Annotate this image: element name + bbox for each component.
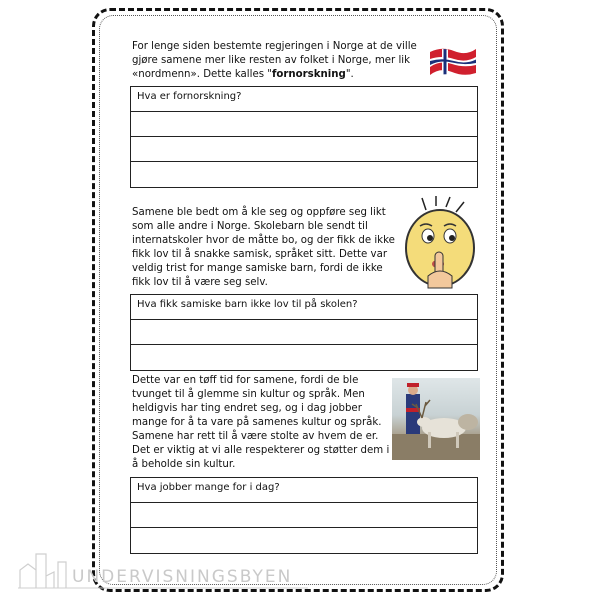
question-row <box>131 295 477 320</box>
paragraph-fornorskning <box>132 40 422 82</box>
question-row <box>131 87 477 112</box>
answer-line[interactable] <box>131 503 477 528</box>
answer-line[interactable] <box>131 345 477 370</box>
answer-line[interactable] <box>131 137 477 162</box>
question-row <box>131 478 477 503</box>
paragraph-internatskoler: Samene ble bedt om å kle seg og oppføre seg likt som alle andre i Norge. Skolebarn ble sendt til internatskoler hvor de måtte bo, og der fikk de ikke fikk lov til å snakke samisk, språket sitt. Dette var veldig trist for mange samiske barn, fordi de ikke fikk lov til å være seg selv. <box>132 207 395 288</box>
photo-illustration <box>392 378 480 460</box>
answer-box-2 <box>130 294 478 371</box>
answer-line[interactable] <box>131 320 477 345</box>
sami-reindeer-photo <box>392 378 480 460</box>
paragraph-text: For lenge siden bestemte regjeringen i Norge at de ville gjøre samene mer like resten av folket i Norge, mer lik «nordmenn». Dette kalles " <box>132 41 417 80</box>
question-text: Hva jobber mange for i dag? <box>137 482 280 493</box>
keyword-fornorskning: fornorskning <box>271 69 346 80</box>
shushing-face-icon <box>402 196 480 292</box>
paragraph-text-end: ". <box>345 69 354 80</box>
paragraph-kultur: Dette var en tøff tid for samene, fordi de ble tvunget til å glemme sin kultur og språk. Men heldigvis har ting endret seg, og i dag jobber mange for å ta vare på samenes kultur og språk. Samene har rett til å være stolte av hvem de er. Det er viktig at vi alle respekterer og støtter dem i å beholde sin kultur. <box>132 375 390 470</box>
answer-line[interactable] <box>131 112 477 137</box>
norway-flag-image <box>428 44 478 80</box>
question-text: Hva er fornorskning? <box>137 91 242 102</box>
question-text: Hva fikk samiske barn ikke lov til på skolen? <box>137 299 358 310</box>
answer-box-1 <box>130 86 478 188</box>
watermark-text: UNDERVISNINGSBYEN <box>72 567 293 587</box>
answer-line[interactable] <box>131 162 477 187</box>
